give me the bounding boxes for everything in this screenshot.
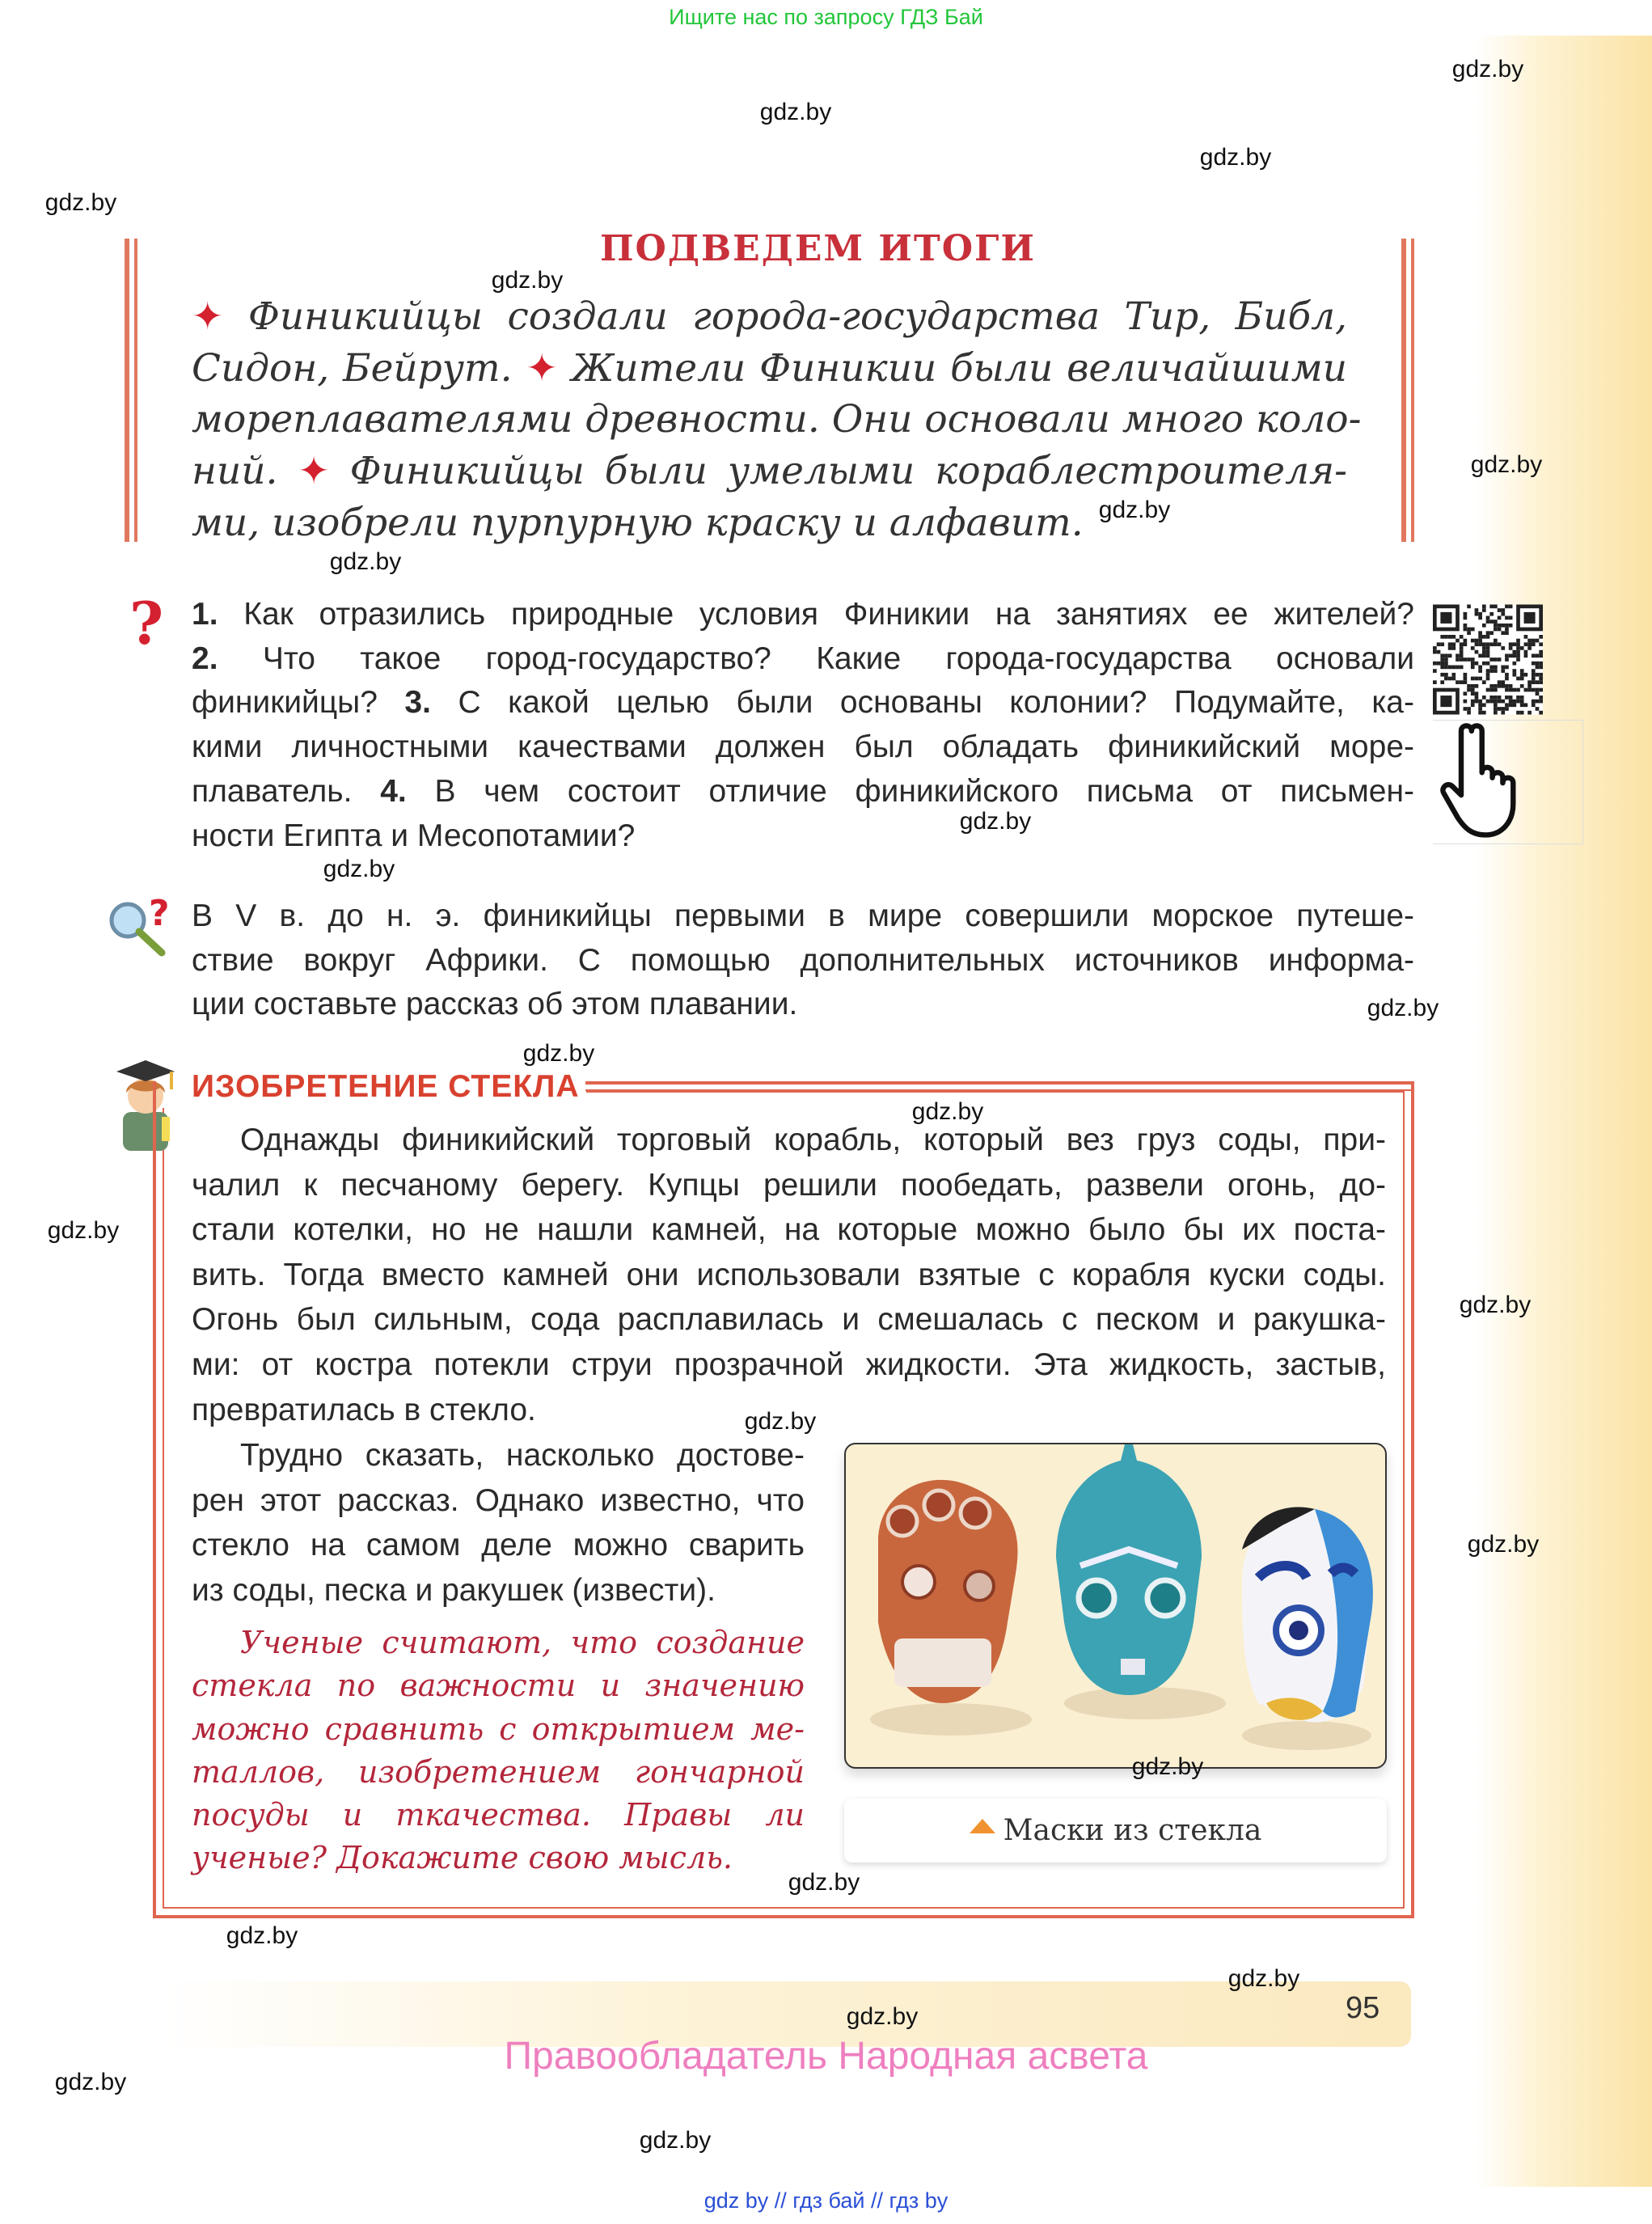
watermark: gdz.by: [744, 1408, 817, 1435]
text-line: можно сравнить с открытием ме-: [192, 1710, 805, 1747]
teacher-icon: [108, 1055, 183, 1152]
watermark: gdz.by: [491, 267, 564, 294]
watermark: gdz.by: [1367, 995, 1439, 1021]
watermark: gdz.by: [759, 99, 832, 125]
watermark: gdz.by: [54, 2069, 127, 2095]
invention-paragraph-2: [192, 1433, 805, 1613]
questions-text: [192, 593, 1414, 858]
triangle-icon: [970, 1819, 995, 1833]
text-line: ✦ Финикийцы создали города-государства Тир, Библ,: [192, 294, 1347, 339]
watermark: gdz.by: [1451, 56, 1524, 82]
watermark: gdz.by: [1131, 1753, 1204, 1780]
text-line: посуды и ткачества. Правы ли: [192, 1797, 805, 1833]
watermark: gdz.by: [522, 1040, 595, 1067]
hand-pointer-icon[interactable]: [1433, 720, 1583, 844]
watermark: gdz.by: [959, 808, 1032, 835]
text-line: финикийцы? 3. С какой целью были основаны колонии? Подумайте, ка-: [192, 685, 1414, 721]
text-line: Однажды финикийский торговый корабль, который вез груз соды, при-: [240, 1123, 1386, 1157]
summary-right-border: [1401, 239, 1414, 542]
frame-left: [153, 1081, 156, 1918]
glass-masks-image: [844, 1443, 1387, 1769]
text-line: рен этот рассказ. Однако известно, что: [192, 1482, 805, 1518]
text-line: ученые? Докажите свою мысль.: [192, 1840, 733, 1876]
caption-text: Маски из стекла: [1003, 1814, 1262, 1847]
text-line: мореплавателями древности. Они основали много коло-: [192, 397, 1362, 442]
star-icon: ✦: [298, 449, 330, 494]
text-line: превратилась в стекло.: [192, 1392, 536, 1427]
text-line: из соды, песка и ракушек (извести).: [192, 1572, 716, 1608]
page-number: 95: [1346, 1991, 1380, 2025]
text-line: стекла по важности и значению: [192, 1668, 805, 1704]
text-line: Сидон, Бейрут. ✦ Жители Финикии были величайшими: [192, 345, 1348, 391]
copyright-notice: Правообладатель Народная асвета: [504, 2035, 1148, 2078]
text-line: Трудно сказать, насколько достове-: [240, 1438, 805, 1473]
watermark: gdz.by: [1199, 144, 1272, 171]
text-line: В V в. до н. э. финикийцы первыми в мире совершили морское путеше-: [192, 898, 1414, 933]
star-icon: ✦: [526, 345, 558, 391]
watermark: gdz.by: [47, 1217, 120, 1244]
text-line: Ученые считают, что создание: [240, 1625, 805, 1660]
watermark: gdz.by: [846, 2003, 919, 2030]
watermark: gdz.by: [329, 548, 402, 575]
watermark: gdz.by: [323, 856, 395, 882]
watermark: gdz.by: [1467, 1531, 1540, 1558]
question-mark-icon: ?: [129, 589, 164, 657]
watermark: gdz.by: [788, 1869, 860, 1896]
text-line: стекло на самом деле можно сварить: [192, 1528, 805, 1563]
text-line: ствие вокруг Африки. С помощью дополнительных источников информа-: [192, 942, 1414, 978]
text-line: вить. Тогда вместо камней они использовали взятые с корабля куски соды.: [192, 1257, 1386, 1292]
title-rule: [585, 1081, 1414, 1091]
magnifier-question-icon: [104, 896, 172, 961]
text-line: чалил к песчаному берегу. Купцы решили пообедать, развели огонь, до-: [192, 1167, 1386, 1203]
svg-text:?: ?: [149, 896, 170, 934]
watermark: gdz.by: [1470, 451, 1543, 478]
summary-left-border: [125, 239, 137, 542]
search-banner[interactable]: Ищите нас по запросу ГДЗ Бай: [669, 5, 983, 29]
text-line: ми: от костра потекли струи прозрачной жидкости. Эта жидкость, застыв,: [192, 1347, 1386, 1382]
invention-paragraph-1: [192, 1118, 1386, 1432]
research-task-text: [192, 894, 1414, 1027]
page-edge-gradient: [1475, 36, 1652, 2187]
invention-title: ИЗОБРЕТЕНИЕ СТЕКЛА: [192, 1069, 580, 1104]
text-line: ми, изобрели пурпурную краску и алфавит.: [192, 500, 1084, 545]
text-line: плаватель. 4. В чем состоит отличие финикийского письма от письмен-: [192, 773, 1415, 809]
summary-title: ПОДВЕДЕМ ИТОГИ: [599, 228, 1036, 269]
watermark: gdz.by: [1459, 1292, 1532, 1318]
watermark: gdz.by: [1098, 497, 1171, 523]
summary-text: [192, 291, 1362, 549]
watermark: gdz.by: [1227, 1965, 1300, 1992]
text-line: ний. ✦ Финикийцы были умелыми кораблестроителя-: [192, 449, 1347, 494]
star-icon: ✦: [192, 294, 224, 339]
qr-code-icon[interactable]: [1433, 603, 1543, 717]
text-line: 2. Что такое город-государство? Какие города-государства основали: [192, 641, 1414, 676]
text-line: ции составьте рассказ об этом плавании.: [192, 987, 798, 1022]
watermark: gdz.by: [911, 1098, 984, 1125]
watermark: gdz.by: [44, 189, 117, 216]
footer-links[interactable]: gdz by // гдз бай // гдз by: [703, 2188, 949, 2213]
text-line: Огонь был сильным, сода расплавилась и смешалась с песком и ракушка-: [192, 1302, 1386, 1338]
image-caption: [844, 1799, 1387, 1862]
watermark: gdz.by: [226, 1922, 298, 1949]
text-line: 1. Как отразились природные условия Финикии на занятиях ее жителей?: [192, 597, 1414, 632]
text-line: стали котелки, но не нашли камней, на которые можно было бы их поста-: [192, 1212, 1386, 1248]
text-line: кими личностными качествами должен был обладать финикийский море-: [192, 729, 1414, 765]
watermark: gdz.by: [639, 2127, 712, 2154]
invention-question: [192, 1621, 805, 1880]
text-line: таллов, изобретением гончарной: [192, 1753, 805, 1790]
text-line: ности Египта и Месопотамии?: [192, 818, 636, 853]
